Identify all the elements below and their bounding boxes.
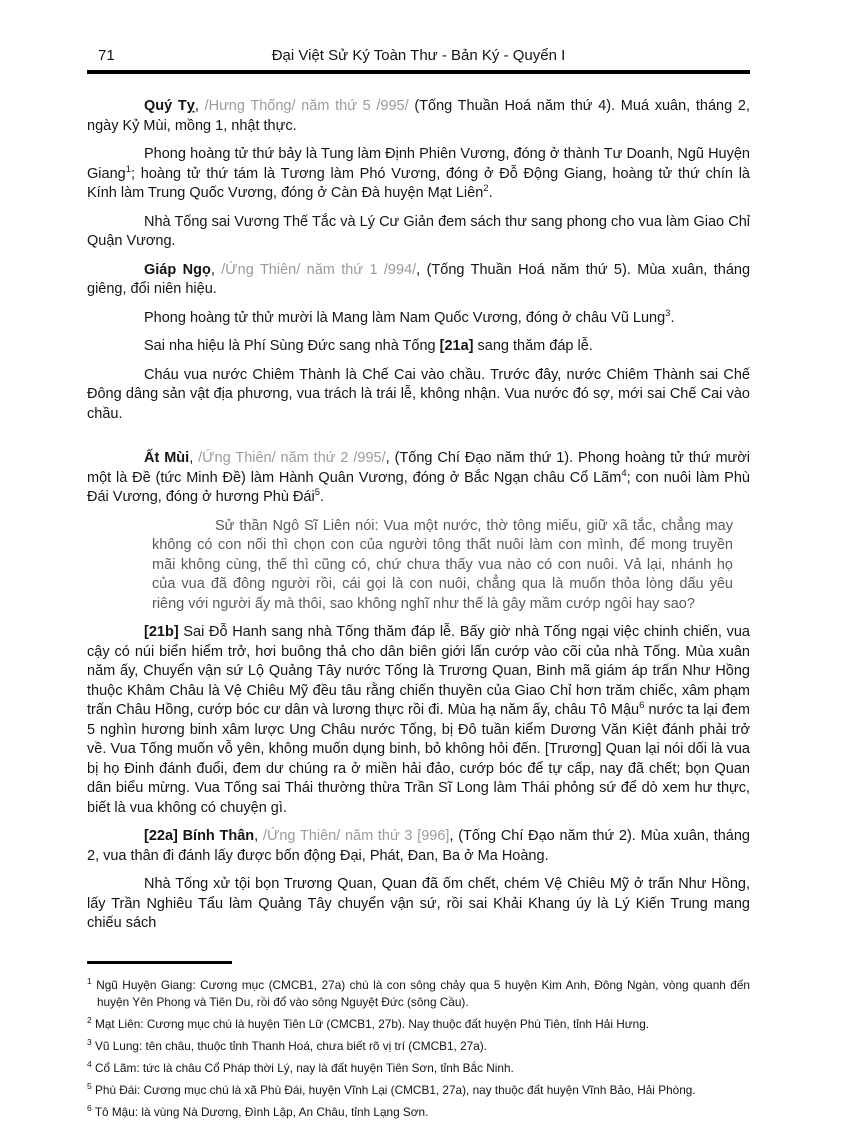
text-run: . — [670, 309, 675, 326]
footnote-number: 1 — [87, 975, 92, 986]
footnote — [87, 1104, 750, 1121]
text-run: ; hoàng tử thứ tám là Tương làm Phó Vương, đóng ở Đỗ Động Giang, hoàng tử thứ chín là Kính làm Trung Quốc Vương, đóng ở Càn Đà huyện Mạt Liên — [87, 165, 750, 201]
text-run: [21a] — [439, 338, 474, 354]
text-run: Nhà Tống sai Vương Thế Tắc và Lý Cư Giản đem sách thư sang phong cho vua làm Giao Chỉ Quận Vương. — [87, 213, 750, 249]
footnote-number: 3 — [87, 1036, 92, 1047]
footnote-text: Tô Mậu: là vùng Nà Dương, Đình Lập, An Châu, tỉnh Lạng Sơn. — [94, 1104, 429, 1119]
document-title: Đại Việt Sử Ký Toàn Thư - Bản Ký - Quyển I — [271, 47, 566, 64]
text-run: Quý Tỵ — [144, 98, 195, 114]
footnote-ref: 3 — [665, 307, 671, 319]
text-run: (Tống Thuần Hoá năm thứ 4). Muá xuân, tháng 2, ngày Kỷ Mùi, mồng 1, nhật thực. — [87, 98, 750, 134]
footnote-text: Vũ Lung: tên châu, thuộc tỉnh Thanh Hoá, chưa biết rõ vị trí (CMCB1, 27a). — [95, 1038, 487, 1053]
footnote — [87, 1082, 750, 1099]
paragraph — [87, 366, 750, 425]
text-run: , — [210, 261, 222, 278]
footnote-ref: 4 — [621, 467, 627, 479]
footnote-separator — [87, 961, 232, 964]
text-run: , (Tống Chí Đạo năm thứ 1). Phong hoàng tử thứ mười một là Đề (tức Minh Đề) làm Hành Quân Vương, đóng ở Bắc Ngạn châu Cổ Lãm — [87, 450, 750, 486]
footnotes — [87, 977, 750, 1121]
text-run: ; con nuôi làm Phù Đái Vương, đóng ở hương Phù Đái — [87, 469, 750, 505]
text-run: Ất Mùi — [144, 450, 190, 466]
text-run: Cháu vua nước Chiêm Thành là Chế Cai vào chầu. Trước đây, nước Chiêm Thành sai Chế Đông dâng sản vật địa phương, vua trách là trái lễ, không nhận. Vua nước đó sợ, mới sai Chế Cai vào chầu. — [87, 366, 750, 422]
document-body — [87, 97, 750, 934]
paragraph — [87, 97, 750, 136]
text-run: Nhà Tống xử tội bọn Trương Quan, Quan đã ốm chết, chém Vệ Chiêu Mỹ ở trấn Như Hồng, lấy Trần Nghiêu Tẩu làm Quảng Tây chuyển vận sứ, rồi sai Khải Khang úy là Lý Kiến Trung mang chiếu sách — [87, 876, 750, 931]
text-run: nước ta lại đem 5 nghìn hương binh xâm lược Ung Châu nước Tống, bị Đô tuần kiểm Dương Văn Kiệt đánh phải trở về. Vua Tống muốn vỗ yên, không muốn dụng binh, bỏ không hỏi đến. [Trương] Quan lại nói dối là vua bị họ Đinh đánh đuổi, đem dư chúng ra ở miền hải đảo, cướp bóc để tự cấp, nay đã chết; bọn Quan dân biểu mừng. Vua Tống sai Thái thường thừa Trần Sĩ Long làm Thái phỏng sứ để dò xem hư thực, biết là vua không có chuyện gì. — [87, 702, 750, 816]
commentary-paragraph — [152, 517, 733, 615]
footnote-text: Mạt Liên: Cương mục chú là huyện Tiên Lữ (CMCB1, 27b). Nay thuộc đất huyện Phù Tiên, tỉnh Hải Hưng. — [95, 1016, 650, 1031]
text-run: , — [194, 98, 205, 114]
footnote-text: Phù Đái: Cương mục chú là xã Phù Đái, huyện Vĩnh Lại (CMCB1, 27a), nay thuộc đất huyện Vĩnh Bảo, Hải Phòng. — [95, 1082, 696, 1097]
text-run: /Hưng Thống/ năm thứ 5 /995/ — [204, 98, 409, 114]
paragraph — [87, 449, 750, 508]
page-header — [87, 46, 750, 65]
text-run: Giáp Ngọ — [144, 261, 211, 278]
paragraph — [87, 623, 750, 818]
text-run: /Ứng Thiên/ năm thứ 3 [996] — [262, 828, 450, 844]
text-run: /Ứng Thiên/ năm thứ 2 /995/ — [198, 450, 386, 466]
page-number: 71 — [98, 47, 115, 64]
text-run: sang thăm đáp lễ. — [473, 338, 593, 354]
paragraph — [87, 827, 750, 866]
text-run: Phong hoàng tử thứ bảy là Tung làm Định Phiên Vương, đóng ở thành Tư Doanh, Ngũ Huyện Giang — [87, 146, 750, 182]
text-run: , (Tống Thuần Hoá năm thứ 5). Mùa xuân, tháng giêng, đổi niên hiệu. — [87, 261, 751, 297]
paragraph — [87, 337, 750, 357]
paragraph — [87, 213, 750, 252]
text-run: /Ứng Thiên/ năm thứ 1 /994/ — [221, 261, 417, 278]
text-run: [21b] — [144, 624, 179, 640]
footnote — [87, 1016, 750, 1033]
text-run: Phong hoàng tử thử mười là Mang làm Nam Quốc Vương, đóng ở châu Vũ Lung — [144, 309, 666, 326]
paragraph — [87, 309, 750, 329]
text-run: [22a] Bính Thân — [144, 828, 255, 844]
text-run: Sử thần Ngô Sĩ Liên nói: Vua một nước, thờ tông miếu, giữ xã tắc, chẳng may không có con nối thì chọn con của người tông thất nuôi làm con mình, để mong truyền mãi không cùng, thế thì cũng có, chứ chưa thấy vua nào có con nuôi. Vả lại, nhánh họ của vua đã đông người rồi, cái gọi là con nuôi, chẳng qua là muốn thỏa lòng dấu yêu riêng với người ấy mà thôi, sao không nghĩ như thế là gây mầm cướp ngôi hay sao? — [152, 517, 733, 612]
text-run: Sai nha hiệu là Phí Sùng Đức sang nhà Tống — [144, 338, 440, 354]
text-run: Sai Đỗ Hanh sang nhà Tống thăm đáp lễ. Bấy giờ nhà Tống ngại việc chinh chiến, vua cậy có núi biển hiểm trở, hơi buông thả cho dân biên giới lấn cướp vào cõi của nhà Tống. Mùa xuân năm ấy, Chuyển vận sứ Lộ Quảng Tây nước Tống là Trương Quan, Binh mã giám áp trấn Như Hồng thuộc Khâm Châu là Vệ Chiêu Mỹ đều tâu rằng chiến thuyền của Giao Chỉ hơn trăm chiếc, xâm phạm trấn Châu Hồng, cướp bóc cư dân và lương thực rồi đi. Mùa hạ năm ấy, châu Tô Mậu — [87, 624, 750, 718]
text-run: , — [254, 828, 263, 844]
text-run: , — [189, 450, 199, 466]
footnote-ref: 2 — [483, 183, 489, 195]
text-run: . — [320, 489, 325, 505]
footnote-ref: 6 — [639, 700, 645, 712]
text-run: . — [488, 185, 493, 201]
footnote-number: 6 — [87, 1102, 92, 1113]
paragraph — [87, 145, 750, 204]
footnote-number: 5 — [87, 1080, 92, 1091]
paragraph — [87, 875, 750, 934]
footnote — [87, 977, 750, 1011]
footnote-number: 2 — [87, 1014, 92, 1025]
paragraph — [87, 261, 750, 300]
text-run: , (Tống Chí Đạo năm thứ 2). Mùa xuân, tháng 2, vua thân đi đánh lấy được bốn động Đại, Phát, Đan, Ba ở Ma Hoàng. — [87, 828, 750, 864]
footnote-ref: 5 — [314, 487, 320, 499]
footnote-number: 4 — [87, 1058, 92, 1069]
header-rule — [87, 70, 750, 74]
footnote-text: Cổ Lãm: tức là châu Cổ Pháp thời Lý, nay là đất huyện Tiên Sơn, tỉnh Bắc Ninh. — [95, 1060, 514, 1075]
footnote — [87, 1060, 750, 1077]
footnote — [87, 1038, 750, 1055]
footnote-text: Ngũ Huyện Giang: Cương mục (CMCB1, 27a) chú là con sông chảy qua 5 huyện Kim Anh, Đông Ngàn, vòng quanh đến huyện Yên Phong và Tiên Du, rồi đổ vào sông Nguyệt Đức (sông Cầu). — [96, 977, 750, 1009]
footnote-ref: 1 — [125, 163, 131, 175]
